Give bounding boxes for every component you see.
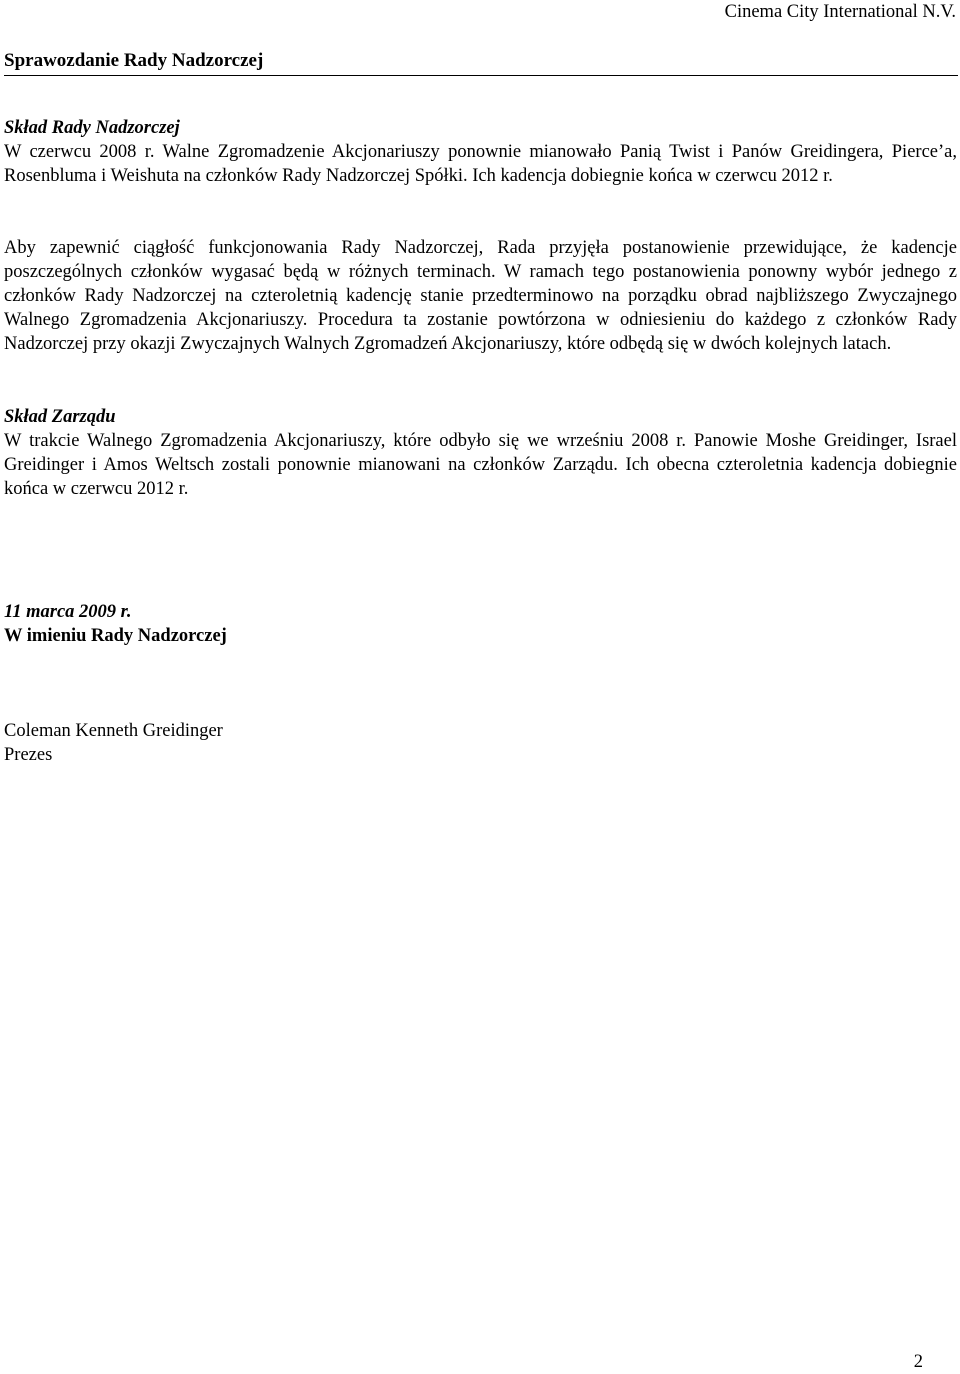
section-board-composition [4,116,957,188]
paragraph: W czerwcu 2008 r. Walne Zgromadzenie Akcjonariuszy ponownie mianowało Panią Twist i Panów Greidingera, Pierce’a, Rosenbluma i Weishuta na członków Rady Nadzorczej Spółki. Ich kadencja dobiegnie końca w czerwcu 2012 r. [4,142,957,186]
section-management-composition [4,405,957,501]
company-name: Cinema City International N.V. [724,2,956,22]
header-rule [4,75,958,76]
signature-date: 11 marca 2009 r. [4,602,132,622]
signatory-name: Coleman Kenneth Greidinger [4,721,223,741]
signatory-role: Prezes [4,745,53,765]
report-title: Sprawozdanie Rady Nadzorczej [4,50,264,71]
on-behalf-line: W imieniu Rady Nadzorczej [4,626,227,646]
section-heading: Skład Zarządu [4,407,116,427]
page-number: 2 [913,1352,923,1372]
paragraph: Aby zapewnić ciągłość funkcjonowania Rady Nadzorczej, Rada przyjęła postanowienie przewidujące, że kadencje poszczególnych członków wygasać będą w różnych terminach. W ramach tego postanowienia ponowny wybór jednego z członków Rady Nadzorczej na czteroletnią kadencję stanie przedterminowo na porządku obrad najbliższego Zwyczajnego Walnego Zgromadzenia Akcjonariuszy. Procedura ta zostanie powtórzona w odniesieniu do każdego z członków Rady Nadzorczej przy okazji Zwyczajnych Walnych Zgromadzeń Akcjonariuszy, które odbędą się w dwóch kolejnych latach. [4,238,957,354]
section-heading: Skład Rady Nadzorczej [4,118,180,138]
paragraph: W trakcie Walnego Zgromadzenia Akcjonariuszy, które odbyło się we wrześniu 2008 r. Panowie Moshe Greidinger, Israel Greidinger i Amos Weltsch zostali ponownie mianowani na członków Zarządu. Ich obecna czteroletnia kadencja dobiegnie końca w czerwcu 2012 r. [4,431,957,499]
